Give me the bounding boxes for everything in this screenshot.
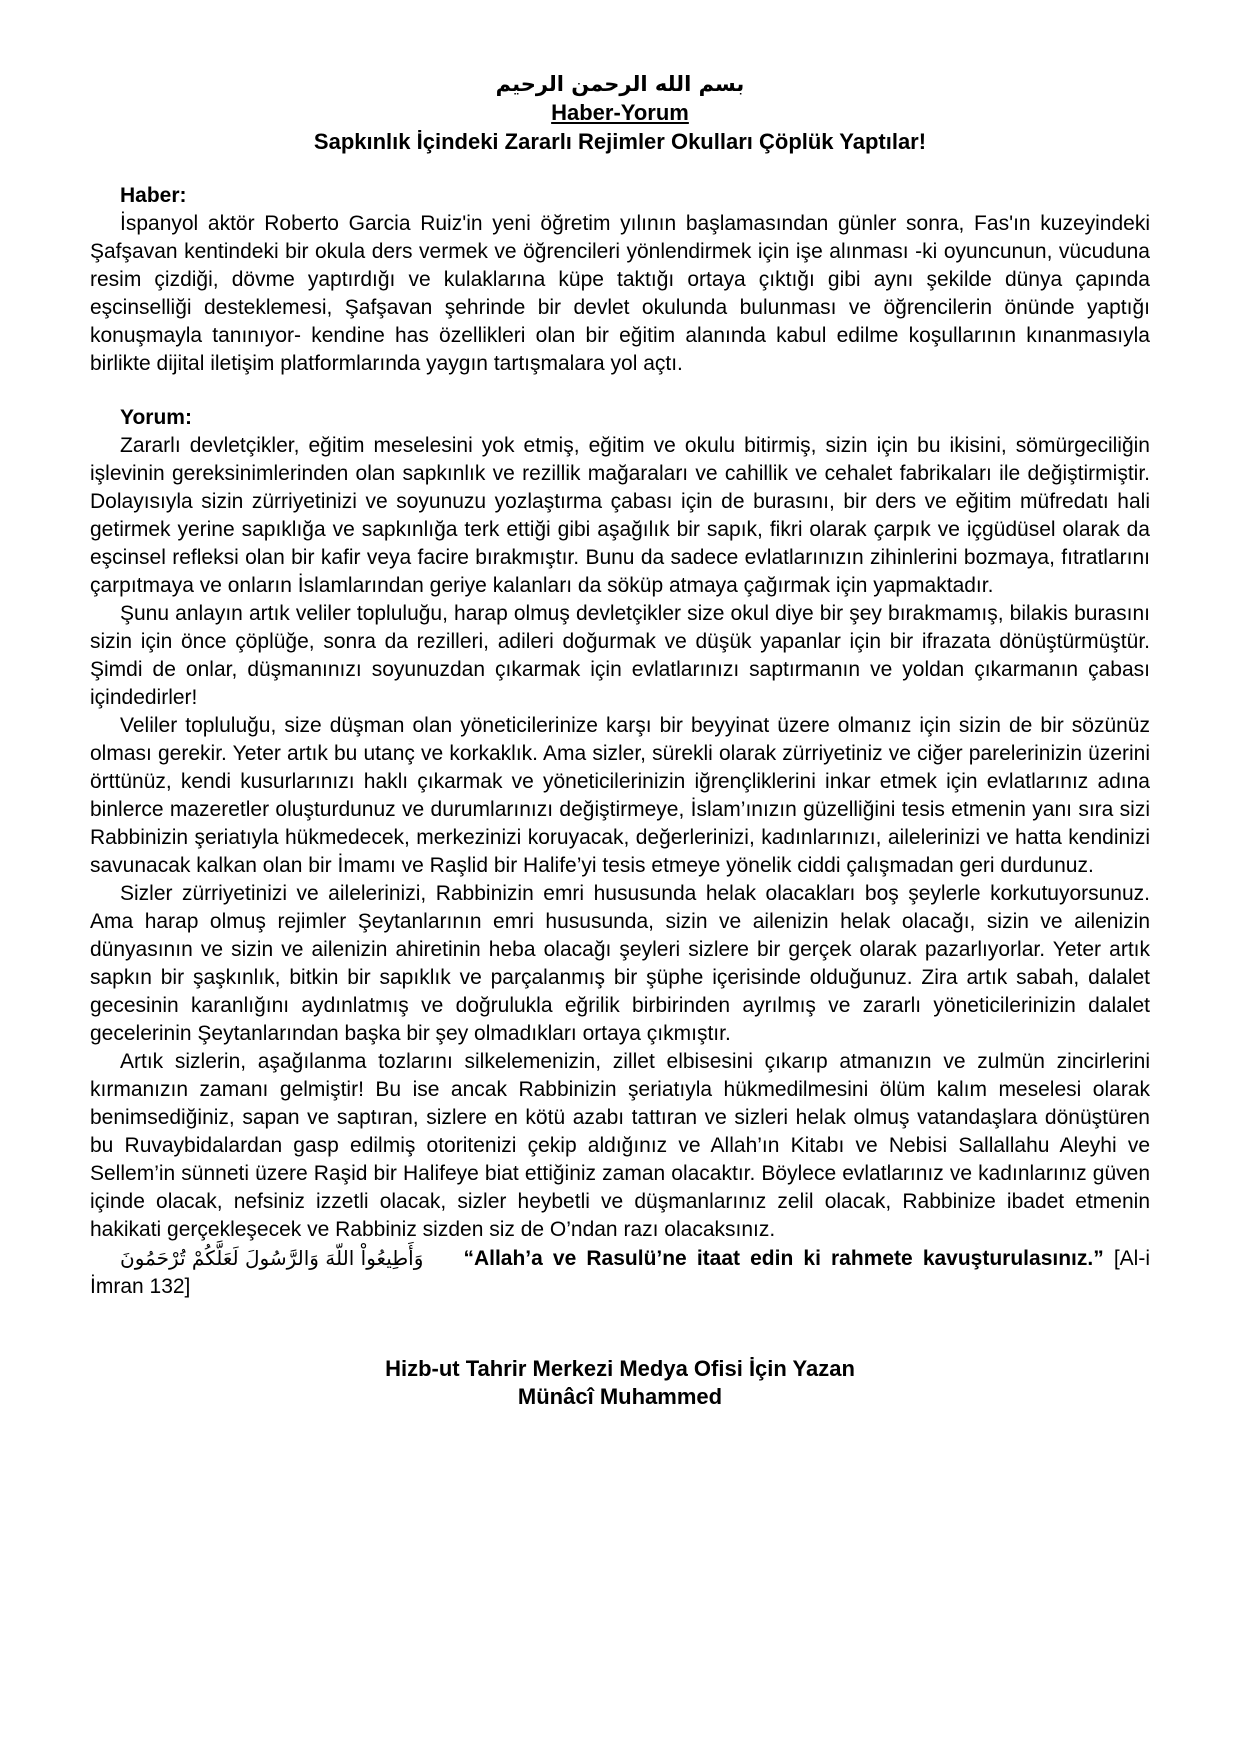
document-type-heading: Haber-Yorum bbox=[551, 100, 689, 125]
yorum-paragraph-3: Veliler topluluğu, size düşman olan yöneticilerinize karşı bir beyyinat üzere olmanız için sizin de bir sözünüz olması gerekir. Yeter artık bu utanç ve korkaklık. Ama sizler, sürekli olarak zürriyetiniz ve ciğer parelerinizin üzerini örttünüz, kendi kusurlarınızı haklı çıkarmak ve yöneticilerinizin iğrençliklerini inkar etmek için evlatlarınız adına binlerce mazeretler oluşturdunuz ve durumlarınızı değiştirmeye, İslam’ınızın güzelliğini tesis etmenin yanı sıra sizi Rabbinizin şeriatıyla hükmedecek, merkezinizi koruyacak, değerlerinizi, kadınlarınızı, ailelerinizi ve hatta kendinizi savunacak kalkan olan bir İmamı ve Raşlid bir Halife’yi tesis etmeye yönelik ciddi çalışmadan geri durdunuz. bbox=[90, 714, 1150, 877]
basmala-text: بسم الله الرحمن الرحيم bbox=[495, 72, 745, 96]
quran-verse-arabic: وَأَطِيعُواْ اللّهَ وَالرَّسُولَ لَعَلَّكُمْ تُرْحَمُونَ bbox=[120, 1246, 424, 1270]
haber-section-heading: Haber: bbox=[120, 184, 187, 207]
signature-author-line: Münâcî Muhammed bbox=[517, 1384, 723, 1409]
quran-quote-paragraph bbox=[90, 1244, 1150, 1301]
yorum-paragraph-1: Zararlı devletçikler, eğitim meselesini yok etmiş, eğitim ve okulu bitirmiş, sizin için bu ikisini, sömürgeciliğin işlevinin gereksinimlerinden olan sapkınlık ve rezillik mağaraları ve cahillik ve cehalet fabrikaları ile değiştirmiştir. Dolayısıyla sizin zürriyetinizi ve soyunuzu yozlaştırma çabası için de burasını, bir ders ve eğitim müfredatı hali getirmek yerine sapıklığa ve sapkınlığa terk ettiği gibi aşağılık bir sapık, fikri olarak çarpık ve içgüdüsel olarak da eşcinsel refleksi olan bir kafir veya facire bırakmıştır. Bunu da sadece evlatlarınızın zihinlerini bozmaya, fıtratlarını çarpıtmaya ve onların İslamlarından geriye kalanları da söküp atmaya çağırmak için yapmaktadır. bbox=[90, 434, 1150, 597]
signature-office-line: Hizb-ut Tahrir Merkezi Medya Ofisi İçin Yazan bbox=[385, 1356, 855, 1381]
yorum-paragraph-4: Sizler zürriyetinizi ve ailelerinizi, Rabbinizin emri hususunda helak olacakları boş şeylerle korkutuyorsunuz. Ama harap olmuş rejimler Şeytanlarının emri hususunda, sizin ve ailenizin helak olacağı, sizin ve ailenizin dünyasının ve sizin ve ailenizin ahiretinin heba olacağı şeyleri sizlere bir gerçek olarak pazarlıyorlar. Yeter artık sapkın bir şaşkınlık, bitkin bir sapıklık ve parçalanmış bir şüphe içerisinde olduğunuz. Zira artık sabah, dalalet gecesinin karanlığını aydınlatmış ve doğrulukla eğrilik birbirinden ayrılmış ve zararlı yöneticilerinizin dalalet gecelerinin Şeytanlarından başka bir şey olmadıkları ortaya çıkmıştır. bbox=[90, 882, 1150, 1045]
yorum-paragraph-5: Artık sizlerin, aşağılanma tozlarını silkelemenizin, zillet elbisesini çıkarıp atmanızın ve zulmün zincirlerini kırmanızın zamanı gelmiştir! Bu ise ancak Rabbinizin şeriatıyla hükmedilmesini ölüm kalım meselesi olarak benimsediğiniz, sapan ve saptıran, sizlere en kötü azabı tattıran ve sizleri helak olmuş vatandaşlara dönüştüren bu Ruvaybidalardan gasp edilmiş otoritenizi çekip aldığınız ve Allah’ın Kitabı ve Nebisi Sallallahu Aleyhi ve Sellem’in sünneti üzere Raşid bir Halifeye biat ettiğiniz zaman olacaktır. Böylece evlatlarınız ve kadınlarınız güven içinde olacak, nefsiniz izzetli olacak, sizler heybetli ve düşmanlarınız zelil olacak, Rabbinize ibadet etmenin hakikati gerçekleşecek ve Rabbiniz sizden siz de O’ndan razı olacaksınız. bbox=[90, 1050, 1150, 1241]
quran-verse-translation: “Allah’a ve Rasulü’ne itaat edin ki rahmete kavuşturulasınız.” bbox=[463, 1247, 1104, 1270]
haber-paragraph: İspanyol aktör Roberto Garcia Ruiz'in yeni öğretim yılının başlamasından günler sonra, Fas'ın kuzeyindeki Şafşavan kentindeki bir okula ders vermek ve öğrencileri yönlendirmek için işe alınması -ki oyuncunun, vücuduna resim çizdiği, dövme yaptırdığı ve kulaklarına küpe taktığı ortaya çıktığı gibi aynı şekilde dünya çapında eşcinselliği desteklemesi, Şafşavan şehrinde bir devlet okulunda bulunması ve öğrencilerin önünde yaptığı konuşmayla tanınıyor- kendine has özellikleri olan bir eğitim alanında kabul edilme koşullarının kınanmasıyla birlikte dijital iletişim platformlarında yaygın tartışmalara yol açtı. bbox=[90, 212, 1150, 375]
document-title: Sapkınlık İçindeki Zararlı Rejimler Okulları Çöplük Yaptılar! bbox=[313, 129, 927, 154]
quran-verse-reference: [Al-i İmran 132] bbox=[90, 1247, 1150, 1298]
signature-block bbox=[90, 1355, 1150, 1411]
yorum-section-heading: Yorum: bbox=[120, 406, 192, 429]
yorum-paragraph-2: Şunu anlayın artık veliler topluluğu, harap olmuş devletçikler size okul diye bir şey bırakmamış, bilakis burasını sizin için önce çöplüğe, sonra da rezilleri, adileri doğurmak ve düşük yapanlar için bir ifrazata dönüştürmüştür. Şimdi de onlar, düşmanınızı soyunuzdan çıkarmak için evlatlarınızı saptırmanın ve yoldan çıkarmanın çabası içindedirler! bbox=[90, 602, 1150, 709]
